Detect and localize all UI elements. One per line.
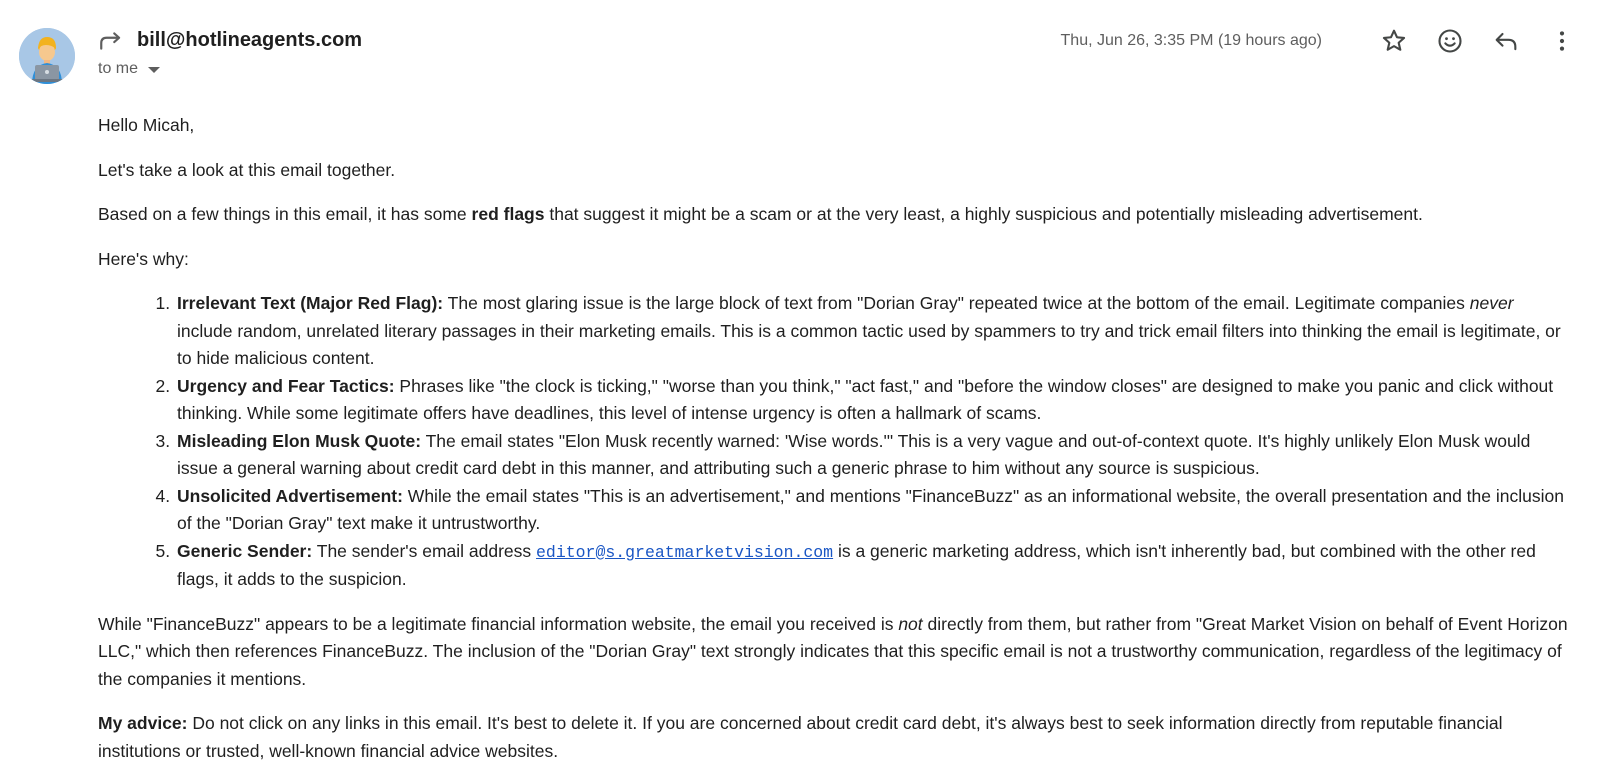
red-flags-list [98,290,1568,594]
email-date: Thu, Jun 26, 3:35 PM (19 hours ago) [1060,32,1322,49]
more-vert-icon[interactable] [1548,27,1576,55]
why-heading: Here's why: [98,248,189,269]
star-icon[interactable] [1380,27,1408,55]
email-body [98,112,1568,782]
greeting: Hello Micah, [98,115,195,135]
chevron-down-icon [148,67,160,73]
recipient-dropdown[interactable] [98,60,160,78]
list-item: 5. Generic Sender: The sender's email address editor@s.greatmarketvision.com is a generic marketing address, which isn't inherently bad, but combined with the other red flags, it adds to the suspicion. [175,538,1568,594]
list-item: 2. Urgency and Fear Tactics: Phrases like "the clock is ticking," "worse than you think," "act fast," and "before the window closes" are designed to make you panic and click without thinking. While some legitimate offers have deadlines, this level of intense urgency is often a hallmark of scams. [175,373,1568,428]
list-item: 1. Irrelevant Text (Major Red Flag): The most glaring issue is the large block of text from "Dorian Gray" repeated twice at the bottom of the email. Legitimate companies never include random, unrelated literary passages in their marketing emails. This is a common tactic used by spammers to try and trick email filters into thinking the email is legitimate, or to hide malicious content. [175,290,1568,373]
reply-icon[interactable] [1492,27,1520,55]
list-item: 3. Misleading Elon Musk Quote: The email states "Elon Musk recently warned: 'Wise words.'" This is a very vague and out-of-context quote. It's highly unlikely Elon Musk would issue a general warning about credit card debt in this manner, and attributing such a generic phrase to him without any source is suspicious. [175,428,1568,483]
intro-paragraph: Let's take a look at this email together. [98,159,396,180]
advice-paragraph: My advice: Do not click on any links in this email. It's best to delete it. If you are concerned about credit card debt, it's always best to seek information directly from reputable financial institutions or trusted, well-known financial advice websites. [98,713,1503,761]
sender-email-link[interactable]: editor@s.greatmarketvision.com [536,542,834,562]
list-item: 4. Unsolicited Advertisement: While the email states "This is an advertisement," and mentions "FinanceBuzz" as an informational website, the overall presentation and the inclusion of the "Dorian Gray" text make it untrustworthy. [175,483,1568,538]
sender-avatar[interactable] [19,28,75,84]
financebuzz-paragraph: While "FinanceBuzz" appears to be a legitimate financial information website, the email you received is not directly from them, but rather from "Great Market Vision on behalf of Event Horizon LLC," which then references FinanceBuzz. The inclusion of the "Dorian Gray" text strongly indicates that this specific email is not a trustworthy communication, regardless of the legitimacy of the companies it mentions. [98,613,1568,689]
sender-address[interactable]: bill@hotlineagents.com [137,29,363,51]
red-flags-paragraph: Based on a few things in this email, it has some red flags that suggest it might be a scam or at the very least, a highly suspicious and potentially misleading advertisement. [98,204,1423,224]
recipient-label: to me [98,60,139,77]
person-laptop-emoji-icon [19,28,75,84]
emoji-smile-icon[interactable] [1436,27,1464,55]
forward-arrow-icon [98,28,124,54]
